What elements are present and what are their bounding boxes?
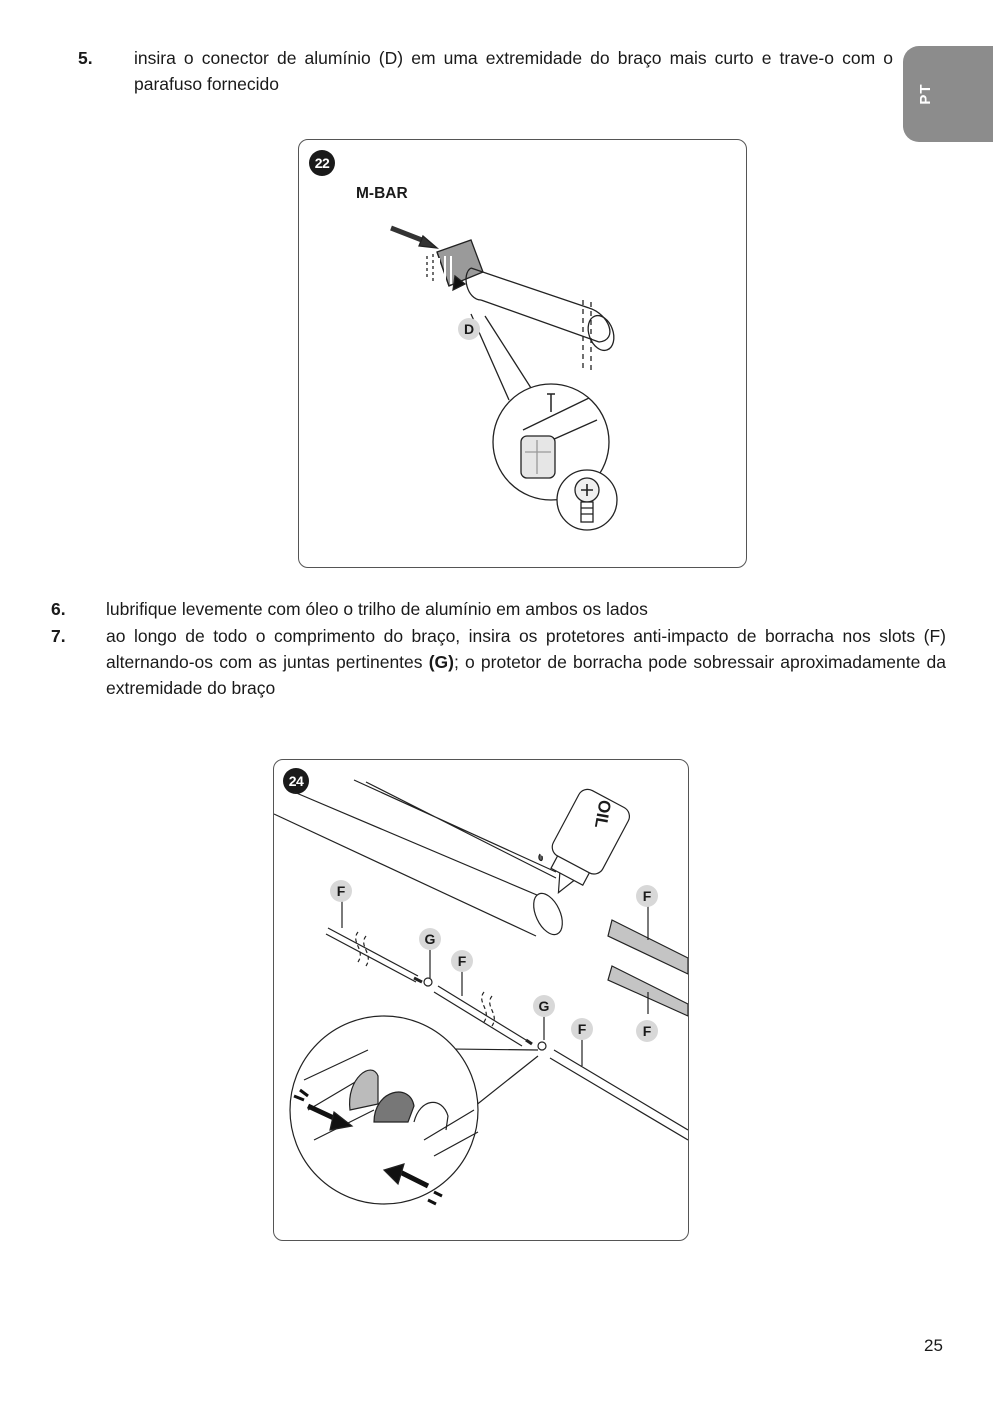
step-text: lubrifique levemente com óleo o trilho de alumínio em ambos os lados [106, 599, 648, 619]
step-text: insira o conector de alumínio (D) em uma extremidade do braço mais curto e trave-o com o parafuso fornecido [134, 48, 893, 94]
rubber-protector-illustration [274, 760, 688, 1240]
figure-number-badge: 22 [309, 150, 335, 176]
oil-bottle-label: OIL [590, 798, 615, 830]
step-text-bold: (G) [428, 652, 454, 672]
callout-g: G [533, 995, 555, 1017]
callout-f: F [636, 1020, 658, 1042]
step-text-part: ; o protetor de borracha pode sobressair aproximadamente da extremidade do braço [106, 652, 946, 698]
step-6 [51, 596, 946, 622]
step-number: 5. [78, 48, 93, 68]
figure-title: M-BAR [356, 185, 408, 202]
callout-f: F [451, 950, 473, 972]
language-tab [903, 46, 993, 142]
callout-f: F [636, 885, 658, 907]
step-text-part: ao longo de todo o comprimento do braço, insira os protetores anti-impacto de borracha nos slots (F) alternando-os com as juntas pertinentes [106, 626, 946, 672]
step-5 [78, 45, 893, 101]
callout-g: G [419, 928, 441, 950]
callout-d: D [458, 318, 480, 340]
callout-f: F [571, 1018, 593, 1040]
figure-number-badge: 24 [283, 768, 309, 794]
page-number: 25 [924, 1336, 943, 1355]
figure-22 [298, 139, 747, 568]
language-tab-label: PT [917, 83, 934, 105]
mbar-connector-illustration [299, 140, 746, 567]
figure-24 [273, 759, 689, 1241]
callout-f: F [330, 880, 352, 902]
step-7 [51, 623, 946, 703]
step-number: 6. [51, 599, 66, 619]
step-text [106, 623, 946, 701]
step-number: 7. [51, 626, 66, 646]
